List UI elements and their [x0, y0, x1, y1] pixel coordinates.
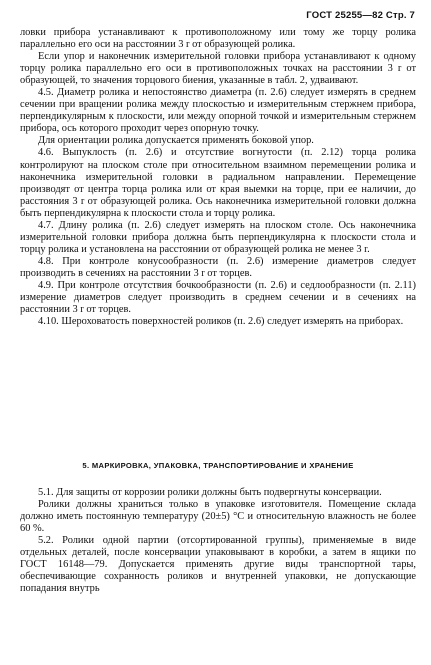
- paragraph-5-2: 5.2. Ролики одной партии (отсортированной группы), применяемые в виде отдельных деталей, после консервации упаковывают в коробки, а затем в ящики по ГОСТ 16148—79. Допускается применять другие виды транспортной тары, обеспечивающие сохранность роликов и внутренней упаковки, не допускающие попадания внутрь: [20, 535, 416, 595]
- paragraph-4-8: 4.8. При контроле конусообразности (п. 2.6) измерение диаметров следует производить в сечениях на расстоянии 3 r от торцев.: [20, 255, 416, 279]
- paragraph-4-6: 4.6. Выпуклость (п. 2.6) и отсутствие вогнутости (п. 2.12) торца ролика контролируют на плоском столе при относительном взаимном перемещении ролика и наконечника измерительной головки в радиальном направлении. Перемещение производят от центра торца ролика или от края выемки на торце, при ее наличии, до расстояния 3 r от образующей ролика. Ось наконечника измерительной головки должна быть перпендикулярна к плоскости стола и торцу ролика.: [20, 147, 416, 219]
- paragraph-4-4-variant: Если упор и наконечник измерительной головки прибора устанавливают к одному торцу ролика параллельно его оси в противоположных точках на расстоянии 3 r от образующей, то значения торцового биения, указанные в табл. 2, удваивают.: [20, 51, 416, 87]
- page-header: ГОСТ 25255—82 Стр. 7: [306, 10, 415, 21]
- paragraph-continuation: ловки прибора устанавливают к противоположному или тому же торцу ролика параллельно его оси на расстоянии 3 r от образующей ролика.: [20, 27, 416, 51]
- paragraph-5-1-storage: Ролики должны храниться только в упаковке изготовителя. Помещение склада должно иметь постоянную температуру (20±5) °С и относительную влажность не более 60 %.: [20, 499, 416, 535]
- section-heading: 5. МАРКИРОВКА, УПАКОВКА, ТРАНСПОРТИРОВАНИЕ И ХРАНЕНИЕ: [82, 461, 354, 470]
- paragraph-5-1: 5.1. Для защиты от коррозии ролики должны быть подвергнуты консервации.: [38, 487, 382, 498]
- paragraph-4-5-note: Для ориентации ролика допускается применять боковой упор.: [38, 135, 314, 147]
- section-5-text-block: [20, 487, 416, 595]
- paragraph-4-10: 4.10. Шероховатость поверхностей роликов (п. 2.6) следует измерять на приборах.: [38, 316, 404, 328]
- paragraph-4-9: 4.9. При контроле отсутствия бочкообразности (п. 2.6) и седлообразности (п. 2.11) измерение диаметров следует производить в среднем сечении и в сечениях на расстоянии 3 r от торцев.: [20, 279, 416, 316]
- paragraph-4-5: 4.5. Диаметр ролика и непостоянство диаметра (п. 2.6) следует измерять в среднем сечении при вращении ролика между плоскостью и измерительным стержнем прибора, перпендикулярным к плоскости, или между опорной точкой и измерительным стержнем прибора, ось которого проходит через опорную точку.: [20, 87, 416, 135]
- main-text-block: [20, 27, 416, 328]
- paragraph-4-7: 4.7. Длину ролика (п. 2.6) следует измерять на плоском столе. Ось наконечника измерительной головки прибора должна быть перпендикулярна к плоскости стола и торцу ролика и установлена на расстоянии от образующей ролика не менее 3 r.: [20, 219, 416, 255]
